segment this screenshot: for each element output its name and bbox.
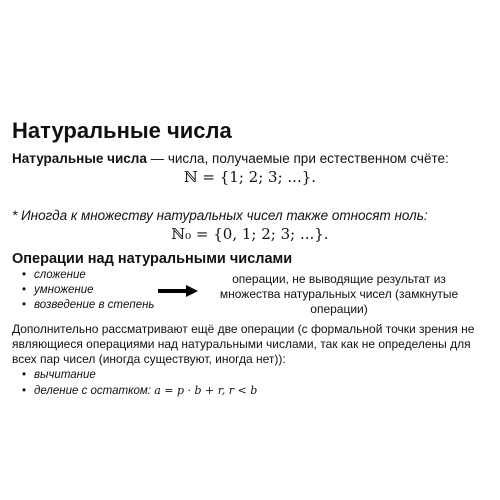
natural-zero-set-formula: ℕ₀ = {0, 1; 2; 3; ...}.: [171, 225, 329, 243]
definition-term: Натуральные числа: [12, 151, 147, 166]
list-item: • возведение в степень: [22, 298, 488, 313]
operations-heading: Операции над натуральными числами: [12, 251, 293, 267]
list-item: • умножение: [22, 283, 488, 298]
extra-operations-list: [12, 367, 488, 399]
right-arrow-icon: [158, 284, 198, 298]
list-item: [22, 367, 488, 383]
closed-operations: [12, 268, 488, 318]
definition: [12, 150, 488, 167]
page-title: Натуральные числа: [12, 118, 232, 143]
extra-operation-label: вычитание: [34, 369, 96, 381]
additional-operations-text: Дополнительно рассматривают ещё две операции (с формальной точки зрения не являющиеся операциями над натуральными числами, так как не определены для всех пар чисел (иногда существуют, иногда нет)):: [12, 322, 475, 366]
list-item: [22, 383, 488, 399]
document: [12, 118, 488, 399]
list-item: • сложение: [22, 268, 488, 283]
natural-set-formula: ℕ = {1; 2; 3; ...}.: [183, 168, 317, 186]
closed-operations-description: операции, не выводящие результат из множества натуральных чисел (замкнутые операции): [219, 272, 459, 316]
extra-operation-label: деление с остатком:: [34, 385, 155, 397]
zero-note: * Иногда к множеству натуральных чисел также относят ноль:: [12, 208, 428, 223]
definition-text: — числа, получаемые при естественном счёте:: [146, 151, 449, 166]
division-formula: a = p · b + r, r < b: [154, 384, 258, 397]
